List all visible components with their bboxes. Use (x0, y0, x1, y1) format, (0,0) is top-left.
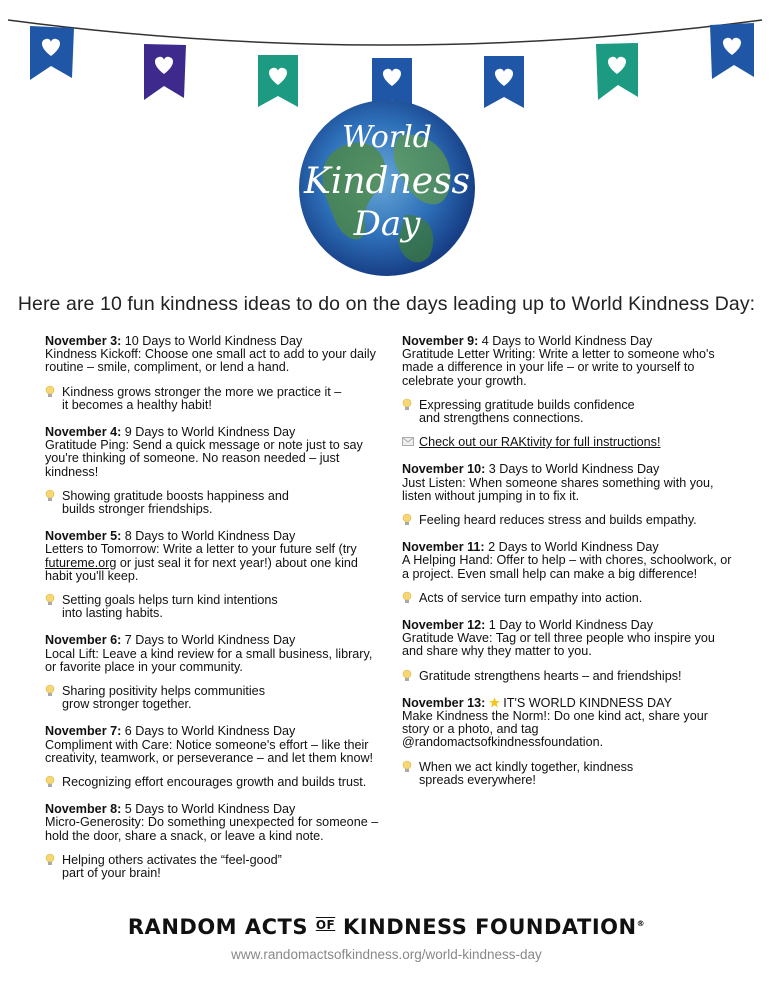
tip (45, 776, 380, 789)
entry-description: A Helping Hand: Offer to help – with chores, schoolwork, or a project. Even small help can make a big difference! (402, 553, 732, 581)
tip-line-1: Helping others activates the “feel-good” (62, 852, 282, 867)
tip-line-1: Kindness grows stronger the more we practice it – (62, 384, 342, 399)
entry-november-13 (402, 697, 732, 787)
entry-date: November 3: (45, 334, 122, 348)
entry-countdown: 7 Days to World Kindness Day (124, 633, 296, 648)
tip (402, 761, 732, 787)
brand-of: OF (315, 918, 336, 932)
envelope-icon (402, 437, 414, 446)
tip-line-2: grow stronger together. (62, 697, 192, 712)
entry-text-part: Letters to Tomorrow: Write a letter to your future self (try (45, 542, 357, 557)
entry-countdown: 10 Days to World Kindness Day (124, 334, 303, 348)
globe-title-line1: World (342, 120, 432, 155)
tip-line-2: and strengthens connections. (419, 411, 584, 426)
right-column (402, 335, 732, 787)
futureme-link[interactable]: futureme.org (45, 555, 117, 570)
entry-november-10 (402, 463, 732, 527)
entry-description: Micro-Generosity: Do something unexpected for someone – hold the door, share a snack, or leave a kind note. (45, 815, 379, 843)
lightbulb-icon (45, 775, 55, 789)
entry-date: November 6: (45, 633, 122, 648)
entry-description: Compliment with Care: Notice someone's effort – like their creativity, teamwork, or perseverance – and let them know! (45, 737, 374, 765)
lightbulb-icon (402, 669, 412, 683)
tip (402, 514, 732, 527)
entry-countdown: 5 Days to World Kindness Day (124, 802, 296, 817)
entry-description: Local Lift: Leave a kind review for a small business, library, or favorite place in your community. (45, 646, 373, 674)
raktivity-link-row (402, 436, 732, 449)
brand-text: KINDNESS FOUNDATION (335, 915, 637, 939)
registered-mark: ® (636, 919, 646, 928)
entry-countdown: IT'S WORLD KINDNESS DAY (503, 695, 673, 710)
tip-line-1: Gratitude strengthens hearts – and friendships! (419, 668, 682, 683)
lightbulb-icon (402, 398, 412, 412)
entry-date: November 7: (45, 724, 122, 739)
entry-description: Gratitude Letter Writing: Write a letter to someone who's made a difference in your life – or write to yourself to celebrate your growth. (402, 347, 715, 388)
tip-line-1: Recognizing effort encourages growth and builds trust. (62, 775, 367, 790)
left-column (45, 335, 380, 880)
entry-november-7 (45, 725, 380, 789)
tip (45, 594, 380, 620)
entry-countdown: 3 Days to World Kindness Day (488, 462, 660, 477)
lightbulb-icon (45, 385, 55, 399)
lightbulb-icon (45, 684, 55, 698)
tip-line-1: Setting goals helps turn kind intentions (62, 593, 278, 608)
tip (45, 490, 380, 516)
tip (402, 670, 732, 683)
entry-date: November 10: (402, 462, 486, 477)
entry-countdown: 4 Days to World Kindness Day (481, 334, 653, 348)
entry-november-4 (45, 426, 380, 516)
entry-november-6 (45, 634, 380, 711)
tip-line-2: part of your brain! (62, 866, 161, 881)
tip-line-1: Feeling heard reduces stress and builds empathy. (419, 513, 697, 528)
lightbulb-icon (402, 591, 412, 605)
entry-november-5 (45, 530, 380, 620)
entry-date: November 11: (402, 540, 485, 555)
entry-description: Kindness Kickoff: Choose one small act to add to your daily routine – smile, compliment, or lend a hand. (45, 347, 376, 375)
entry-november-11 (402, 541, 732, 605)
tip-line-1: When we act kindly together, kindness (419, 759, 634, 774)
entry-november-9 (402, 335, 732, 449)
entry-description: Gratitude Wave: Tag or tell three people who inspire you and share why they matter to you. (402, 631, 715, 659)
entry-description: Make Kindness the Norm!: Do one kind act, share your story or a photo, and tag @randomactsofkindnessfoundation. (402, 709, 708, 750)
tip-line-2: into lasting habits. (62, 606, 163, 621)
tip (402, 592, 732, 605)
entry-november-8 (45, 803, 380, 880)
footer-url[interactable]: www.randomactsofkindness.org/world-kindness-day (231, 947, 542, 962)
entry-countdown: 1 Day to World Kindness Day (488, 618, 654, 633)
lightbulb-icon (402, 513, 412, 527)
entry-date: November 13: (402, 695, 486, 710)
tip (45, 685, 380, 711)
world-kindness-day-globe (290, 95, 485, 285)
entry-date: November 4: (45, 425, 122, 440)
tip-line-1: Sharing positivity helps communities (62, 684, 265, 699)
intro-heading: Here are 10 fun kindness ideas to do on the days leading up to World Kindness Day: (17, 293, 756, 315)
entry-description: Just Listen: When someone shares something with you, listen without jumping in to fix it. (402, 475, 714, 503)
entry-date: November 5: (45, 529, 122, 544)
lightbulb-icon (45, 489, 55, 503)
brand-text: RANDOM ACTS (127, 915, 316, 939)
lightbulb-icon (45, 853, 55, 867)
entry-november-3 (45, 335, 380, 412)
entry-description (45, 543, 380, 583)
entry-description: Gratitude Ping: Send a quick message or note just to say you're thinking of someone. No reason needed – just kindness! (45, 438, 363, 479)
entry-date: November 12: (402, 618, 486, 633)
tip-line-2: builds stronger friendships. (62, 502, 213, 517)
tip-line-1: Expressing gratitude builds confidence (419, 397, 635, 412)
foundation-logo-text (0, 915, 773, 939)
lightbulb-icon (402, 760, 412, 774)
entry-countdown: 2 Days to World Kindness Day (488, 540, 659, 555)
entry-november-12 (402, 619, 732, 683)
entry-countdown: 6 Days to World Kindness Day (124, 724, 296, 739)
entry-date: November 8: (45, 802, 122, 817)
globe-title-line3: Day (353, 204, 421, 244)
entry-date: November 9: (402, 334, 479, 348)
entry-countdown: 8 Days to World Kindness Day (124, 529, 296, 544)
tip (45, 854, 380, 880)
globe-title-line2: Kindness (303, 161, 471, 202)
tip-line-2: spreads everywhere! (419, 772, 536, 787)
tip-line-2: it becomes a healthy habit! (62, 397, 212, 412)
tip-line-1: Showing gratitude boosts happiness and (62, 488, 289, 503)
tip-line-1: Acts of service turn empathy into action. (419, 590, 643, 605)
star-icon (489, 697, 500, 708)
tip (402, 399, 732, 425)
tip (45, 386, 380, 412)
raktivity-link[interactable]: Check out our RAKtivity for full instructions! (419, 435, 661, 450)
entry-text-part: or just seal it for next year!) about one kind habit you'll keep. (45, 555, 358, 583)
lightbulb-icon (45, 593, 55, 607)
entry-countdown: 9 Days to World Kindness Day (124, 425, 296, 440)
